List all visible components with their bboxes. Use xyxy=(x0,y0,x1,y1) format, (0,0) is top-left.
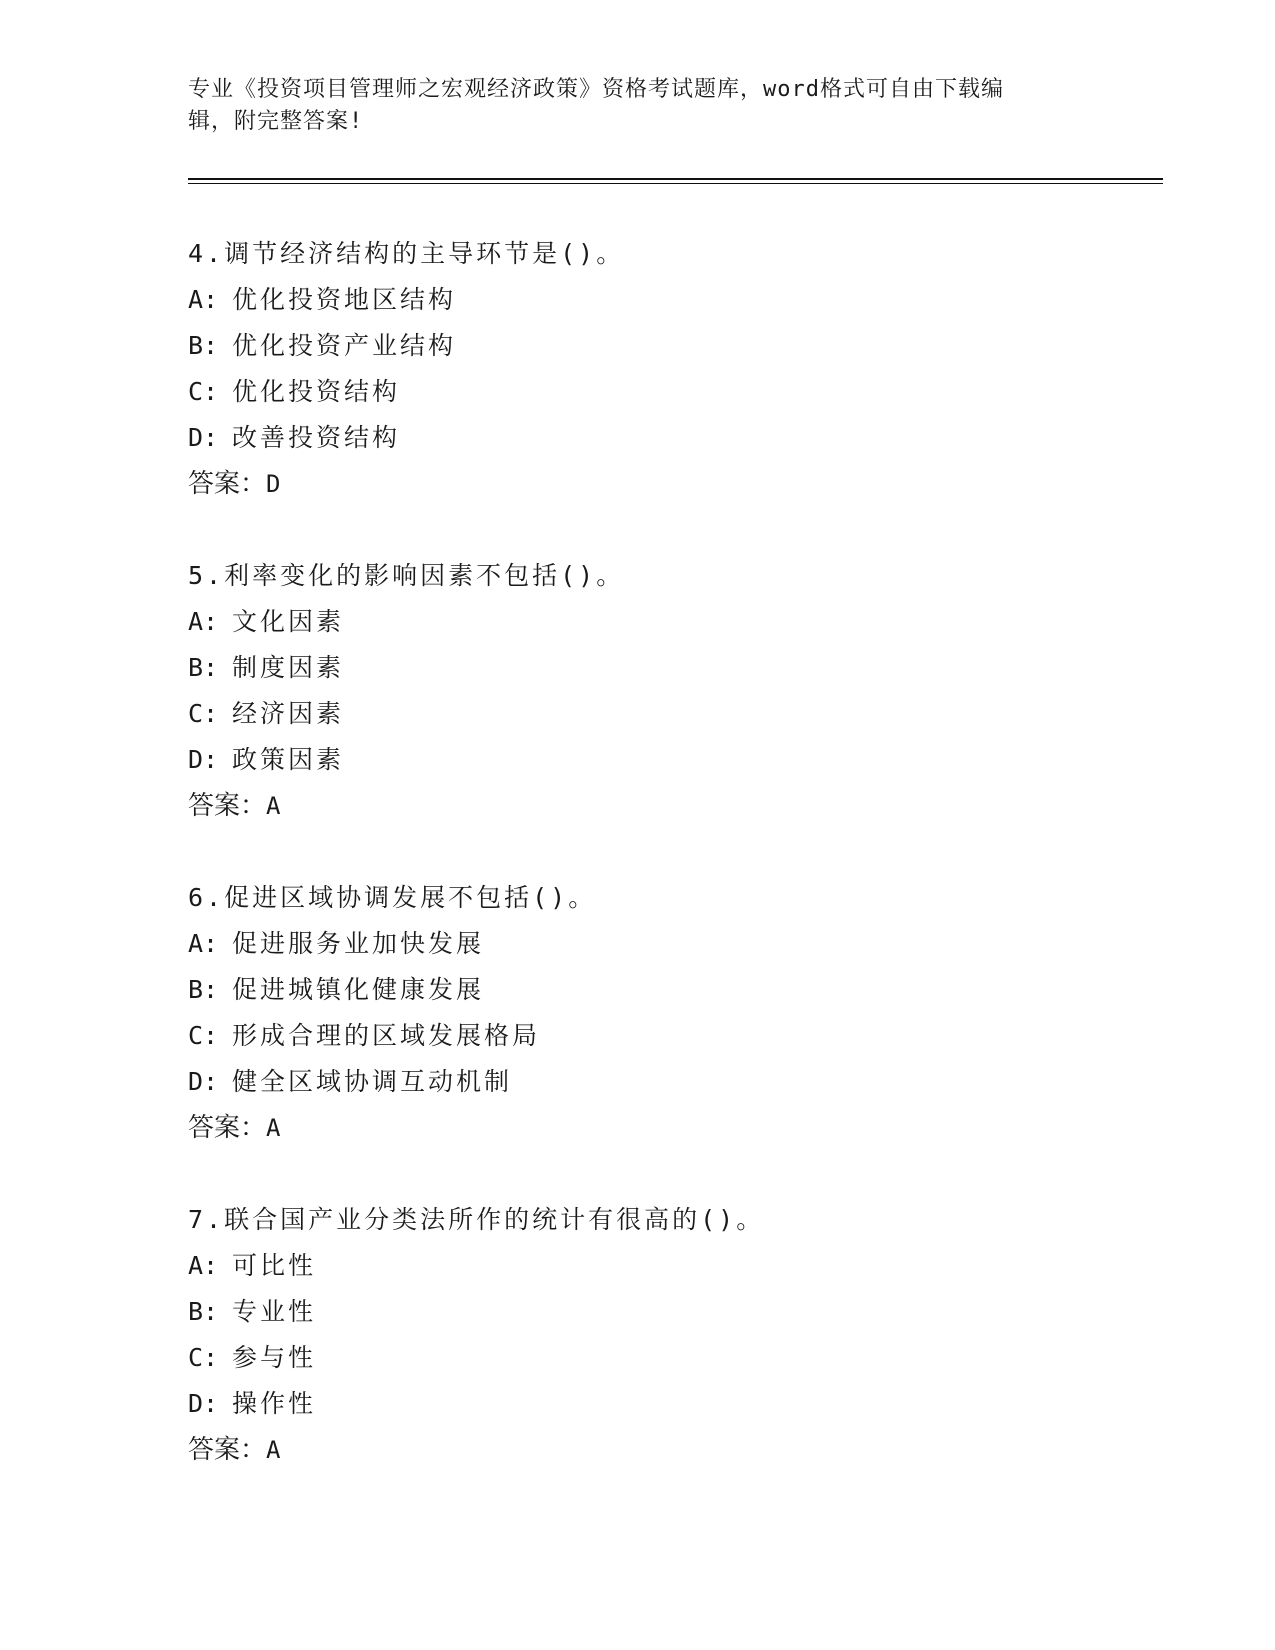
header-divider-thin xyxy=(188,183,1163,184)
option-letter: A: xyxy=(188,1251,219,1280)
option-text: 优化投资结构 xyxy=(232,377,401,406)
answer-label: 答案： xyxy=(188,1113,267,1143)
option-text: 专业性 xyxy=(232,1297,317,1326)
answer-label: 答案： xyxy=(188,1435,267,1465)
option-text: 健全区域协调互动机制 xyxy=(232,1067,513,1096)
option-letter: A: xyxy=(188,929,219,958)
answer-value: A xyxy=(266,1436,281,1464)
option-text: 改善投资结构 xyxy=(232,423,401,452)
option-letter: D: xyxy=(188,1067,219,1096)
answer-value: A xyxy=(266,1114,281,1142)
question-item xyxy=(188,1198,1163,1520)
document-header xyxy=(188,74,1088,138)
option-a xyxy=(188,278,1163,324)
option-letter: B: xyxy=(188,975,219,1004)
option-text: 可比性 xyxy=(232,1251,317,1280)
option-a xyxy=(188,600,1163,646)
option-letter: C: xyxy=(188,377,219,406)
answer-value: D xyxy=(266,470,281,498)
question-list xyxy=(188,232,1163,1520)
option-text: 优化投资地区结构 xyxy=(232,285,457,314)
header-line: 辑，附完整答案! xyxy=(188,109,364,134)
option-letter: C: xyxy=(188,1343,219,1372)
option-b xyxy=(188,646,1163,692)
answer-line xyxy=(188,1106,1163,1152)
option-text: 操作性 xyxy=(232,1389,317,1418)
option-letter: C: xyxy=(188,1021,219,1050)
answer-value: A xyxy=(266,792,281,820)
answer-line xyxy=(188,462,1163,508)
question-title: 7.联合国产业分类法所作的统计有很高的()。 xyxy=(188,1205,765,1234)
option-text: 制度因素 xyxy=(232,653,345,682)
option-letter: C: xyxy=(188,699,219,728)
option-text: 经济因素 xyxy=(232,699,345,728)
option-d xyxy=(188,416,1163,462)
option-text: 文化因素 xyxy=(232,607,345,636)
option-c xyxy=(188,1336,1163,1382)
question-title: 6.促进区域协调发展不包括()。 xyxy=(188,883,597,912)
option-b xyxy=(188,1290,1163,1336)
option-text: 政策因素 xyxy=(232,745,345,774)
option-text: 优化投资产业结构 xyxy=(232,331,457,360)
option-text: 形成合理的区域发展格局 xyxy=(232,1021,541,1050)
option-letter: D: xyxy=(188,1389,219,1418)
answer-line xyxy=(188,784,1163,830)
question-item xyxy=(188,554,1163,876)
option-a xyxy=(188,922,1163,968)
question-item xyxy=(188,876,1163,1198)
option-c xyxy=(188,370,1163,416)
option-text: 参与性 xyxy=(232,1343,317,1372)
header-divider xyxy=(188,178,1163,180)
option-letter: A: xyxy=(188,607,219,636)
question-item xyxy=(188,232,1163,554)
option-c xyxy=(188,692,1163,738)
answer-label: 答案： xyxy=(188,469,267,499)
option-letter: B: xyxy=(188,331,219,360)
option-c xyxy=(188,1014,1163,1060)
question-title: 4.调节经济结构的主导环节是()。 xyxy=(188,239,625,268)
option-letter: B: xyxy=(188,1297,219,1326)
option-letter: D: xyxy=(188,423,219,452)
header-line: 专业《投资项目管理师之宏观经济政策》资格考试题库，word格式可自由下载编 xyxy=(188,77,1004,102)
question-title: 5.利率变化的影响因素不包括()。 xyxy=(188,561,625,590)
option-letter: A: xyxy=(188,285,219,314)
answer-label: 答案： xyxy=(188,791,267,821)
option-d xyxy=(188,1060,1163,1106)
option-letter: D: xyxy=(188,745,219,774)
answer-line xyxy=(188,1428,1163,1474)
option-d xyxy=(188,738,1163,784)
option-b xyxy=(188,324,1163,370)
option-a xyxy=(188,1244,1163,1290)
option-letter: B: xyxy=(188,653,219,682)
option-text: 促进城镇化健康发展 xyxy=(232,975,485,1004)
option-text: 促进服务业加快发展 xyxy=(232,929,485,958)
option-d xyxy=(188,1382,1163,1428)
option-b xyxy=(188,968,1163,1014)
